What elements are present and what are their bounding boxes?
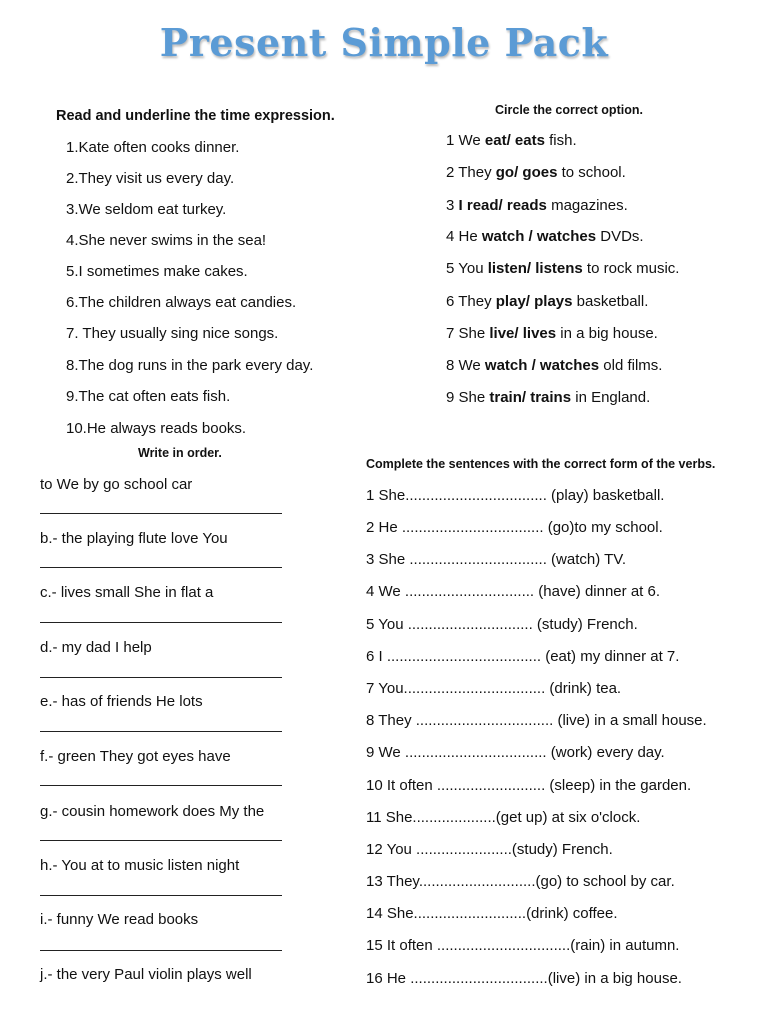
- complete-item: 3 She ................................. (watch) TV.: [366, 551, 627, 568]
- answer-line: [40, 513, 282, 514]
- complete-item: 13 They............................(go) to school by car.: [366, 873, 675, 890]
- complete-item: 2 He .................................. (go)to my school.: [366, 519, 663, 536]
- complete-item: 7 You.................................. (drink) tea.: [366, 680, 622, 697]
- answer-line: [40, 567, 282, 568]
- answer-line: [40, 950, 282, 951]
- circle-item: 6 They play/ plays basketball.: [446, 293, 649, 310]
- answer-line: [40, 895, 282, 896]
- complete-item: 4 We ............................... (have) dinner at 6.: [366, 583, 661, 600]
- answer-line: [40, 622, 282, 623]
- underline-item: 10.He always reads books.: [66, 420, 247, 437]
- order-item: g.- cousin homework does My the: [40, 803, 265, 820]
- complete-item: 16 He .................................(live) in a big house.: [366, 970, 682, 987]
- underline-item: 1.Kate often cooks dinner.: [66, 139, 240, 156]
- underline-item: 6.The children always eat candies.: [66, 294, 297, 311]
- complete-item: 14 She...........................(drink) coffee.: [366, 905, 618, 922]
- circle-item: 8 We watch / watches old films.: [446, 357, 663, 374]
- circle-item: 4 He watch / watches DVDs.: [446, 228, 644, 245]
- complete-item: 8 They ................................. (live) in a small house.: [366, 712, 707, 729]
- order-item: j.- the very Paul violin plays well: [40, 966, 252, 983]
- order-item: d.- my dad I help: [40, 639, 152, 656]
- circle-item: 2 They go/ goes to school.: [446, 164, 626, 181]
- underline-item: 7. They usually sing nice songs.: [66, 325, 279, 342]
- underline-item: 9.The cat often eats fish.: [66, 388, 231, 405]
- underline-item: 8.The dog runs in the park every day.: [66, 357, 314, 374]
- answer-line: [40, 677, 282, 678]
- order-item: c.- lives small She in flat a: [40, 584, 214, 601]
- complete-item: 9 We .................................. (work) every day.: [366, 744, 665, 761]
- complete-item: 12 You .......................(study) French.: [366, 841, 613, 858]
- page-title: Present Simple Pack: [159, 20, 609, 65]
- answer-line: [40, 731, 282, 732]
- circle-heading: Circle the correct option.: [495, 103, 643, 117]
- underline-item: 2.They visit us every day.: [66, 170, 235, 187]
- complete-item: 6 I ..................................... (eat) my dinner at 7.: [366, 648, 680, 665]
- order-item: e.- has of friends He lots: [40, 693, 203, 710]
- circle-item: 7 She live/ lives in a big house.: [446, 325, 658, 342]
- underline-item: 4.She never swims in the sea!: [66, 232, 267, 249]
- order-item: h.- You at to music listen night: [40, 857, 240, 874]
- complete-item: 1 She.................................. (play) basketball.: [366, 487, 665, 504]
- circle-item: 9 She train/ trains in England.: [446, 389, 651, 406]
- order-item: to We by go school car: [40, 476, 193, 493]
- underline-heading: Read and underline the time expression.: [56, 108, 335, 124]
- underline-item: 3.We seldom eat turkey.: [66, 201, 227, 218]
- order-item: f.- green They got eyes have: [40, 748, 231, 765]
- answer-line: [40, 840, 282, 841]
- complete-heading: Complete the sentences with the correct form of the verbs.: [366, 457, 716, 471]
- answer-line: [40, 785, 282, 786]
- complete-item: 15 It often ................................(rain) in autumn.: [366, 937, 680, 954]
- underline-item: 5.I sometimes make cakes.: [66, 263, 248, 280]
- order-item: i.- funny We read books: [40, 911, 199, 928]
- complete-item: 11 She....................(get up) at six o'clock.: [366, 809, 641, 826]
- order-item: b.- the playing flute love You: [40, 530, 228, 547]
- complete-item: 5 You .............................. (study) French.: [366, 616, 638, 633]
- circle-item: 3 I read/ reads magazines.: [446, 197, 628, 214]
- order-heading: Write in order.: [138, 446, 222, 460]
- circle-item: 1 We eat/ eats fish.: [446, 132, 577, 149]
- complete-item: 10 It often .......................... (sleep) in the garden.: [366, 777, 692, 794]
- circle-item: 5 You listen/ listens to rock music.: [446, 260, 680, 277]
